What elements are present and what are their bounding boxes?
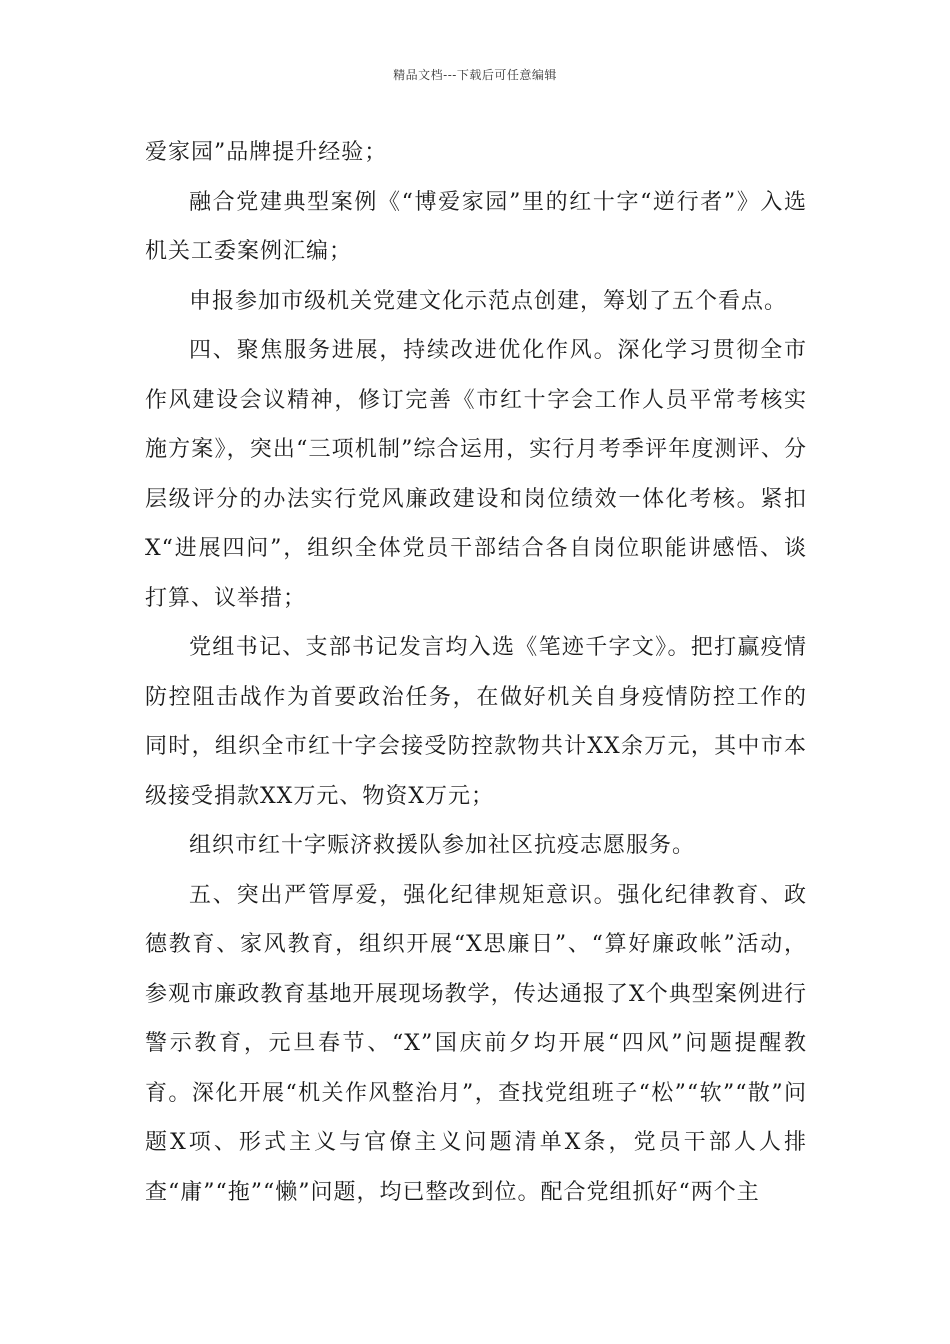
paragraph-4: 四、聚焦服务进展，持续改进优化作风。深化学习贯彻全市作风建设会议精神，修订完善《市红十字会工作人员平常考核实施方案》，突出“三项机制”综合运用，实行月考季评年度测评、分层级评分的办法实行党风廉政建设和岗位绩效一体化考核。紧扣X“进展四问”，组织全体党员干部结合各自岗位职能讲感悟、谈打算、议举措； bbox=[145, 338, 807, 611]
paragraph-2: 融合党建典型案例《“博爱家园”里的红十字“逆行者”》入选机关工委案例汇编； bbox=[145, 189, 807, 264]
paragraph-3: 申报参加市级机关党建文化示范点创建，筹划了五个看点。 bbox=[189, 288, 788, 314]
paragraph-5: 党组书记、支部书记发言均入选《笔迹千字文》。把打赢疫情防控阻击战作为首要政治任务，在做好机关自身疫情防控工作的同时，组织全市红十字会接受防控款物共计XX余万元，其中市本级接受捐款XX万元、物资X万元； bbox=[145, 635, 807, 809]
paragraph-1: 爱家园”品牌提升经验； bbox=[145, 140, 388, 165]
paragraph-6: 组织市红十字赈济救援队参加社区抗疫志愿服务。 bbox=[189, 833, 696, 858]
paragraph-7: 五、突出严管厚爱，强化纪律规矩意识。强化纪律教育、政德教育、家风教育，组织开展“X思廉日”、“算好廉政帐”活动，参观市廉政教育基地开展现场教学，传达通报了X个典型案例进行警示教育，元旦春节、“X”国庆前夕均开展“四风”问题提醒教育。深化开展“机关作风整治月”，查找党组班子“松”“软”“散”问题X项、形式主义与官僚主义问题清单X条，党员干部人人排查“庸”“拖”“懒”问题，均已整改到位。配合党组抓好“两个主 bbox=[145, 882, 807, 1205]
document-body bbox=[145, 128, 807, 1217]
page-header: 精品文档---下载后可任意编辑 bbox=[393, 68, 557, 82]
